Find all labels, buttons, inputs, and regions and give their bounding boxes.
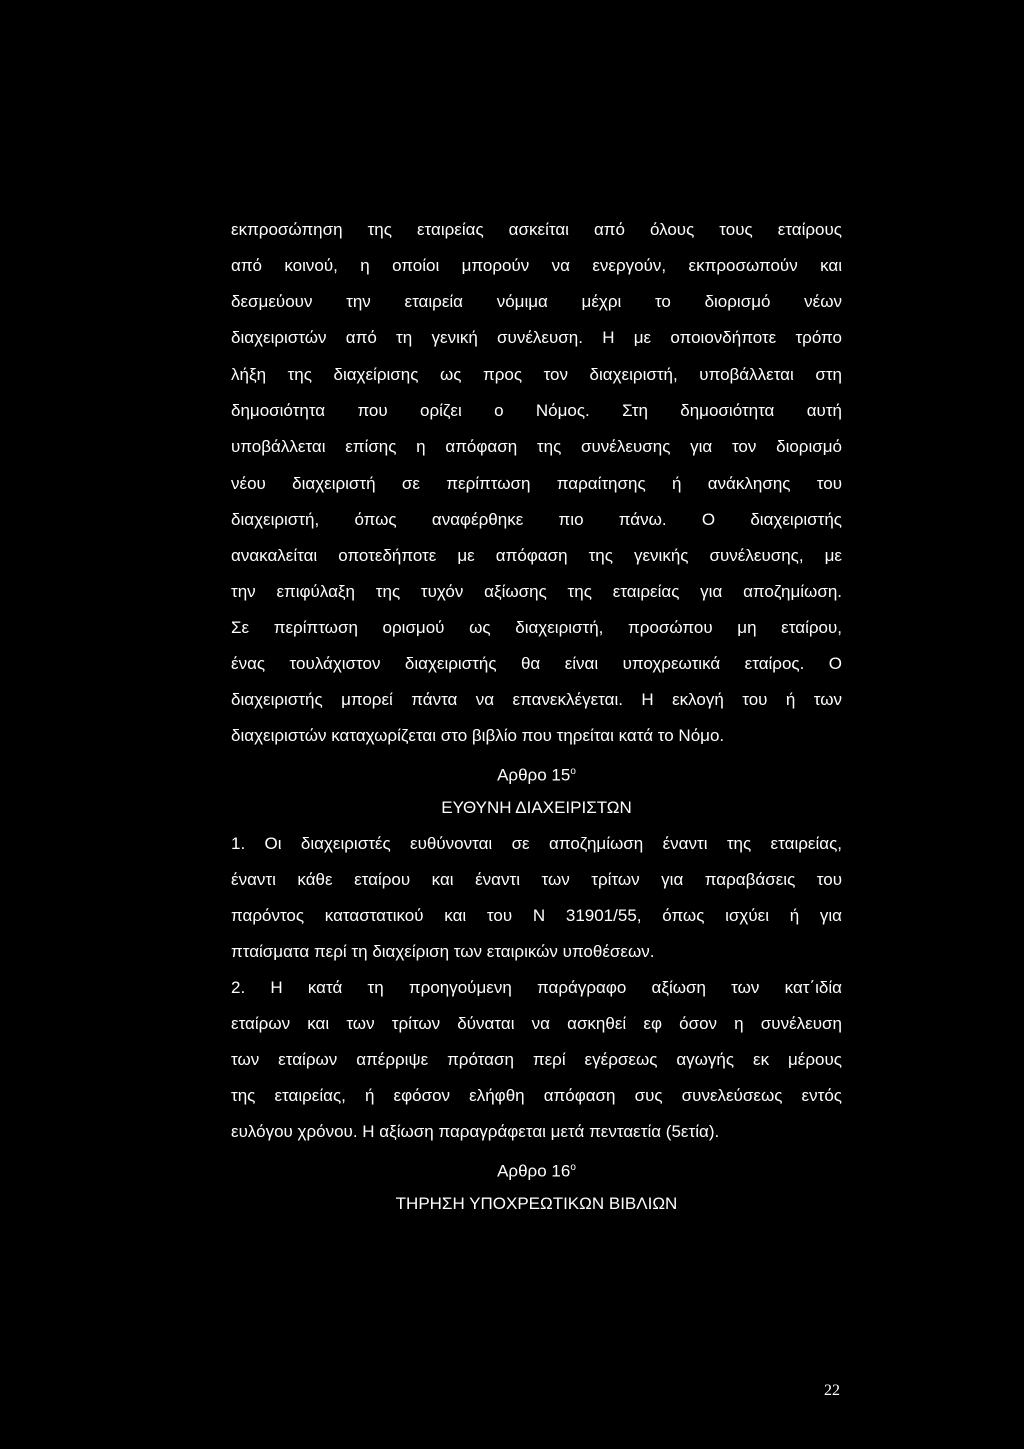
text-line: ένας τουλάχιστον διαχειριστής θα είναι υποχρεωτικά εταίρος. Ο (231, 654, 842, 673)
article-number-text: Αρθρο 16 (497, 1161, 571, 1181)
text-line: υποβάλλεται επίσης η απόφαση της συνέλευσης για τον διορισμό (231, 437, 842, 456)
text-line: 2. Η κατά τη προηγούμενη παράγραφο αξίωση των κατ΄ιδία (231, 978, 842, 997)
article-number-superscript: ο (570, 1162, 576, 1173)
text-line: διαχειριστής μπορεί πάντα να επανεκλέγεται. Η εκλογή του ή των (231, 690, 842, 709)
text-line: ανακαλείται οποτεδήποτε με απόφαση της γενικής συνέλευσης, με (231, 546, 842, 565)
text-line: λήξη της διαχείρισης ως προς τον διαχειριστή, υποβάλλεται στη (231, 365, 842, 384)
article-number-superscript: ο (570, 766, 576, 777)
article-16-title: ΤΗΡΗΣΗ ΥΠΟΧΡΕΩΤΙΚΩΝ ΒΙΒΛΙΩΝ (395, 1194, 678, 1213)
text-line: διαχειριστών από τη γενική συνέλευση. Η με οποιονδήποτε τρόπο (231, 328, 842, 347)
article-15-title: ΕΥΘΥΝΗ ΔΙΑΧΕΙΡΙΣΤΩΝ (441, 798, 632, 817)
text-line: διαχειριστή, όπως αναφέρθηκε πιο πάνω. Ο διαχειριστής (231, 510, 842, 529)
page-number: 22 (824, 1382, 840, 1399)
text-line: εταίρων και των τρίτων δύναται να ασκηθεί εφ όσον η συνέλευση (231, 1014, 842, 1033)
article-number-text: Αρθρο 15 (497, 765, 571, 785)
text-line: 1. Οι διαχειριστές ευθύνονται σε αποζημίωση έναντι της εταιρείας, (231, 834, 842, 853)
text-line: διαχειριστών καταχωρίζεται στο βιβλίο που τηρείται κατά το Νόμο. (231, 726, 725, 745)
text-line: πταίσματα περί τη διαχείριση των εταιρικών υποθέσεων. (231, 942, 655, 961)
text-line: έναντι κάθε εταίρου και έναντι των τρίτων για παραβάσεις του (231, 870, 842, 889)
text-line: Σε περίπτωση ορισμού ως διαχειριστή, προσώπου μη εταίρου, (231, 618, 842, 637)
text-line: δημοσιότητα που ορίζει ο Νόμος. Στη δημοσιότητα αυτή (231, 401, 842, 420)
text-line: της εταιρείας, ή εφόσον ελήφθη απόφαση συς συνελεύσεως εντός (231, 1086, 842, 1105)
text-line: νέου διαχειριστή σε περίπτωση παραίτησης ή ανάκλησης του (231, 474, 842, 493)
text-line: ευλόγου χρόνου. Η αξίωση παραγράφεται μετά πενταετία (5ετία). (231, 1122, 720, 1141)
text-line: από κοινού, η οποίοι μπορούν να ενεργούν, εκπροσωπούν και (231, 256, 842, 275)
text-line: εκπροσώπηση της εταιρείας ασκείται από όλους τους εταίρους (231, 220, 842, 239)
text-line: των εταίρων απέρριψε πρόταση περί εγέρσεως αγωγής εκ μέρους (231, 1050, 842, 1069)
article-16-number (231, 1156, 842, 1180)
text-line: δεσμεύουν την εταιρεία νόμιμα μέχρι το διορισμό νέων (231, 292, 842, 311)
text-line: την επιφύλαξη της τυχόν αξίωσης της εταιρείας για αποζημίωση. (231, 582, 842, 601)
article-15-number (231, 760, 842, 784)
text-line: παρόντος καταστατικού και του Ν 31901/55, όπως ισχύει ή για (231, 906, 842, 925)
